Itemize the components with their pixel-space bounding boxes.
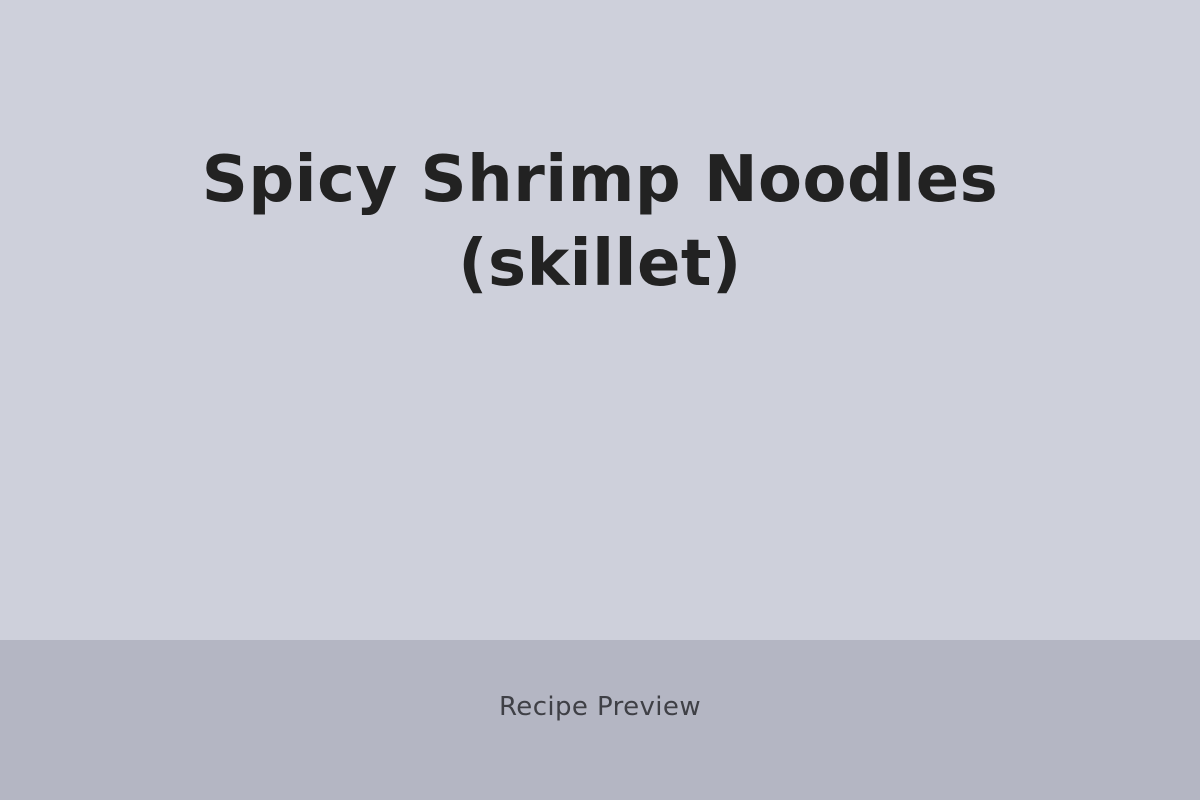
recipe-title: Spicy Shrimp Noodles (skillet) xyxy=(201,143,999,301)
preview-label: Recipe Preview xyxy=(499,692,701,722)
